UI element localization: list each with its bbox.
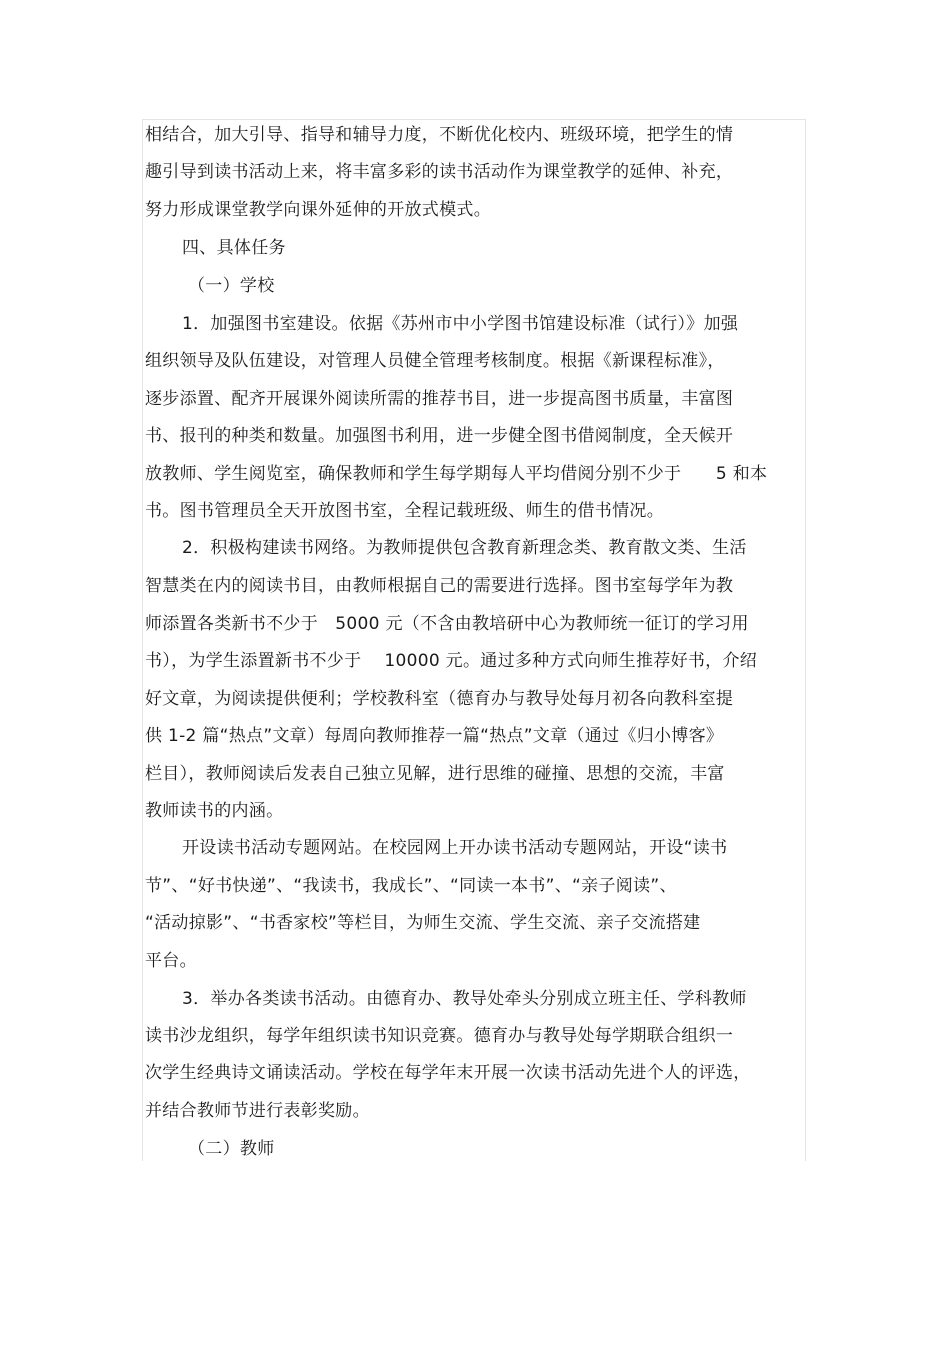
body-text-line: 教师读书的内涵。	[145, 801, 284, 821]
body-text-line: 并结合教师节进行表彰奖励。	[145, 1101, 370, 1121]
body-text-line: 平台。	[145, 951, 197, 971]
body-text-line: 放教师、学生阅览室，确保教师和学生每学期每人平均借阅分别不少于 5 和本	[145, 464, 768, 484]
body-text-line: 书、报刊的种类和数量。加强图书利用，进一步健全图书借阅制度，全天候开	[145, 426, 734, 446]
subsection-heading: （二）教师	[188, 1139, 275, 1159]
body-text-line: 1．加强图书室建设。依据《苏州市中小学图书馆建设标准（试行）》加强	[182, 314, 739, 334]
body-text-line: 书），为学生添置新书不少于 10000 元。通过多种方式向师生推荐好书，介绍	[145, 651, 758, 671]
section-heading: 四、具体任务	[182, 238, 286, 258]
body-text-line: “活动掠影”、“书香家校”等栏目，为师生交流、学生交流、亲子交流搭建	[145, 913, 701, 933]
body-text-line: 智慧类在内的阅读书目，由教师根据自己的需要进行选择。图书室每学年为教	[145, 576, 734, 596]
body-text-line: 开设读书活动专题网站。在校园网上开办读书活动专题网站，开设“读书	[182, 838, 728, 858]
body-text-line: 3．举办各类读书活动。由德育办、教导处牵头分别成立班主任、学科教师	[182, 989, 747, 1009]
body-text-line: 节”、“好书快递”、“我读书，我成长”、“同读一本书”、“亲子阅读”、	[145, 876, 677, 896]
body-text-line: 逐步添置、配齐开展课外阅读所需的推荐书目，进一步提高图书质量，丰富图	[145, 389, 734, 409]
body-text-line: 趣引导到读书活动上来，将丰富多彩的读书活动作为课堂教学的延伸、补充，	[145, 162, 734, 182]
body-text-line: 好文章，为阅读提供便利；学校教科室（德育办与教导处每月初各向教科室提	[145, 689, 734, 709]
body-text-line: 书。图书管理员全天开放图书室，全程记载班级、师生的借书情况。	[145, 501, 664, 521]
body-text-line: 努力形成课堂教学向课外延伸的开放式模式。	[145, 200, 491, 220]
subsection-heading: （一）学校	[188, 276, 275, 296]
body-text-line: 栏目），教师阅读后发表自己独立见解，进行思维的碰撞、思想的交流，丰富	[145, 764, 725, 784]
body-text-line: 2．积极构建读书网络。为教师提供包含教育新理念类、教育散文类、生活	[182, 538, 747, 558]
body-text-line: 组织领导及队伍建设，对管理人员健全管理考核制度。根据《新课程标准》，	[145, 351, 725, 371]
body-text-line: 师添置各类新书不少于 5000 元（不含由教培研中心为教师统一征订的学习用	[145, 614, 749, 634]
body-text-line: 相结合，加大引导、指导和辅导力度，不断优化校内、班级环境，把学生的情	[145, 125, 734, 145]
body-text-line: 次学生经典诗文诵读活动。学校在每学年末开展一次读书活动先进个人的评选，	[145, 1063, 751, 1083]
body-text-line: 读书沙龙组织，每学年组织读书知识竞赛。德育办与教导处每学期联合组织一	[145, 1026, 734, 1046]
body-text-line: 供 1-2 篇“热点”文章）每周向教师推荐一篇“热点”文章（通过《归小博客》	[145, 726, 724, 746]
